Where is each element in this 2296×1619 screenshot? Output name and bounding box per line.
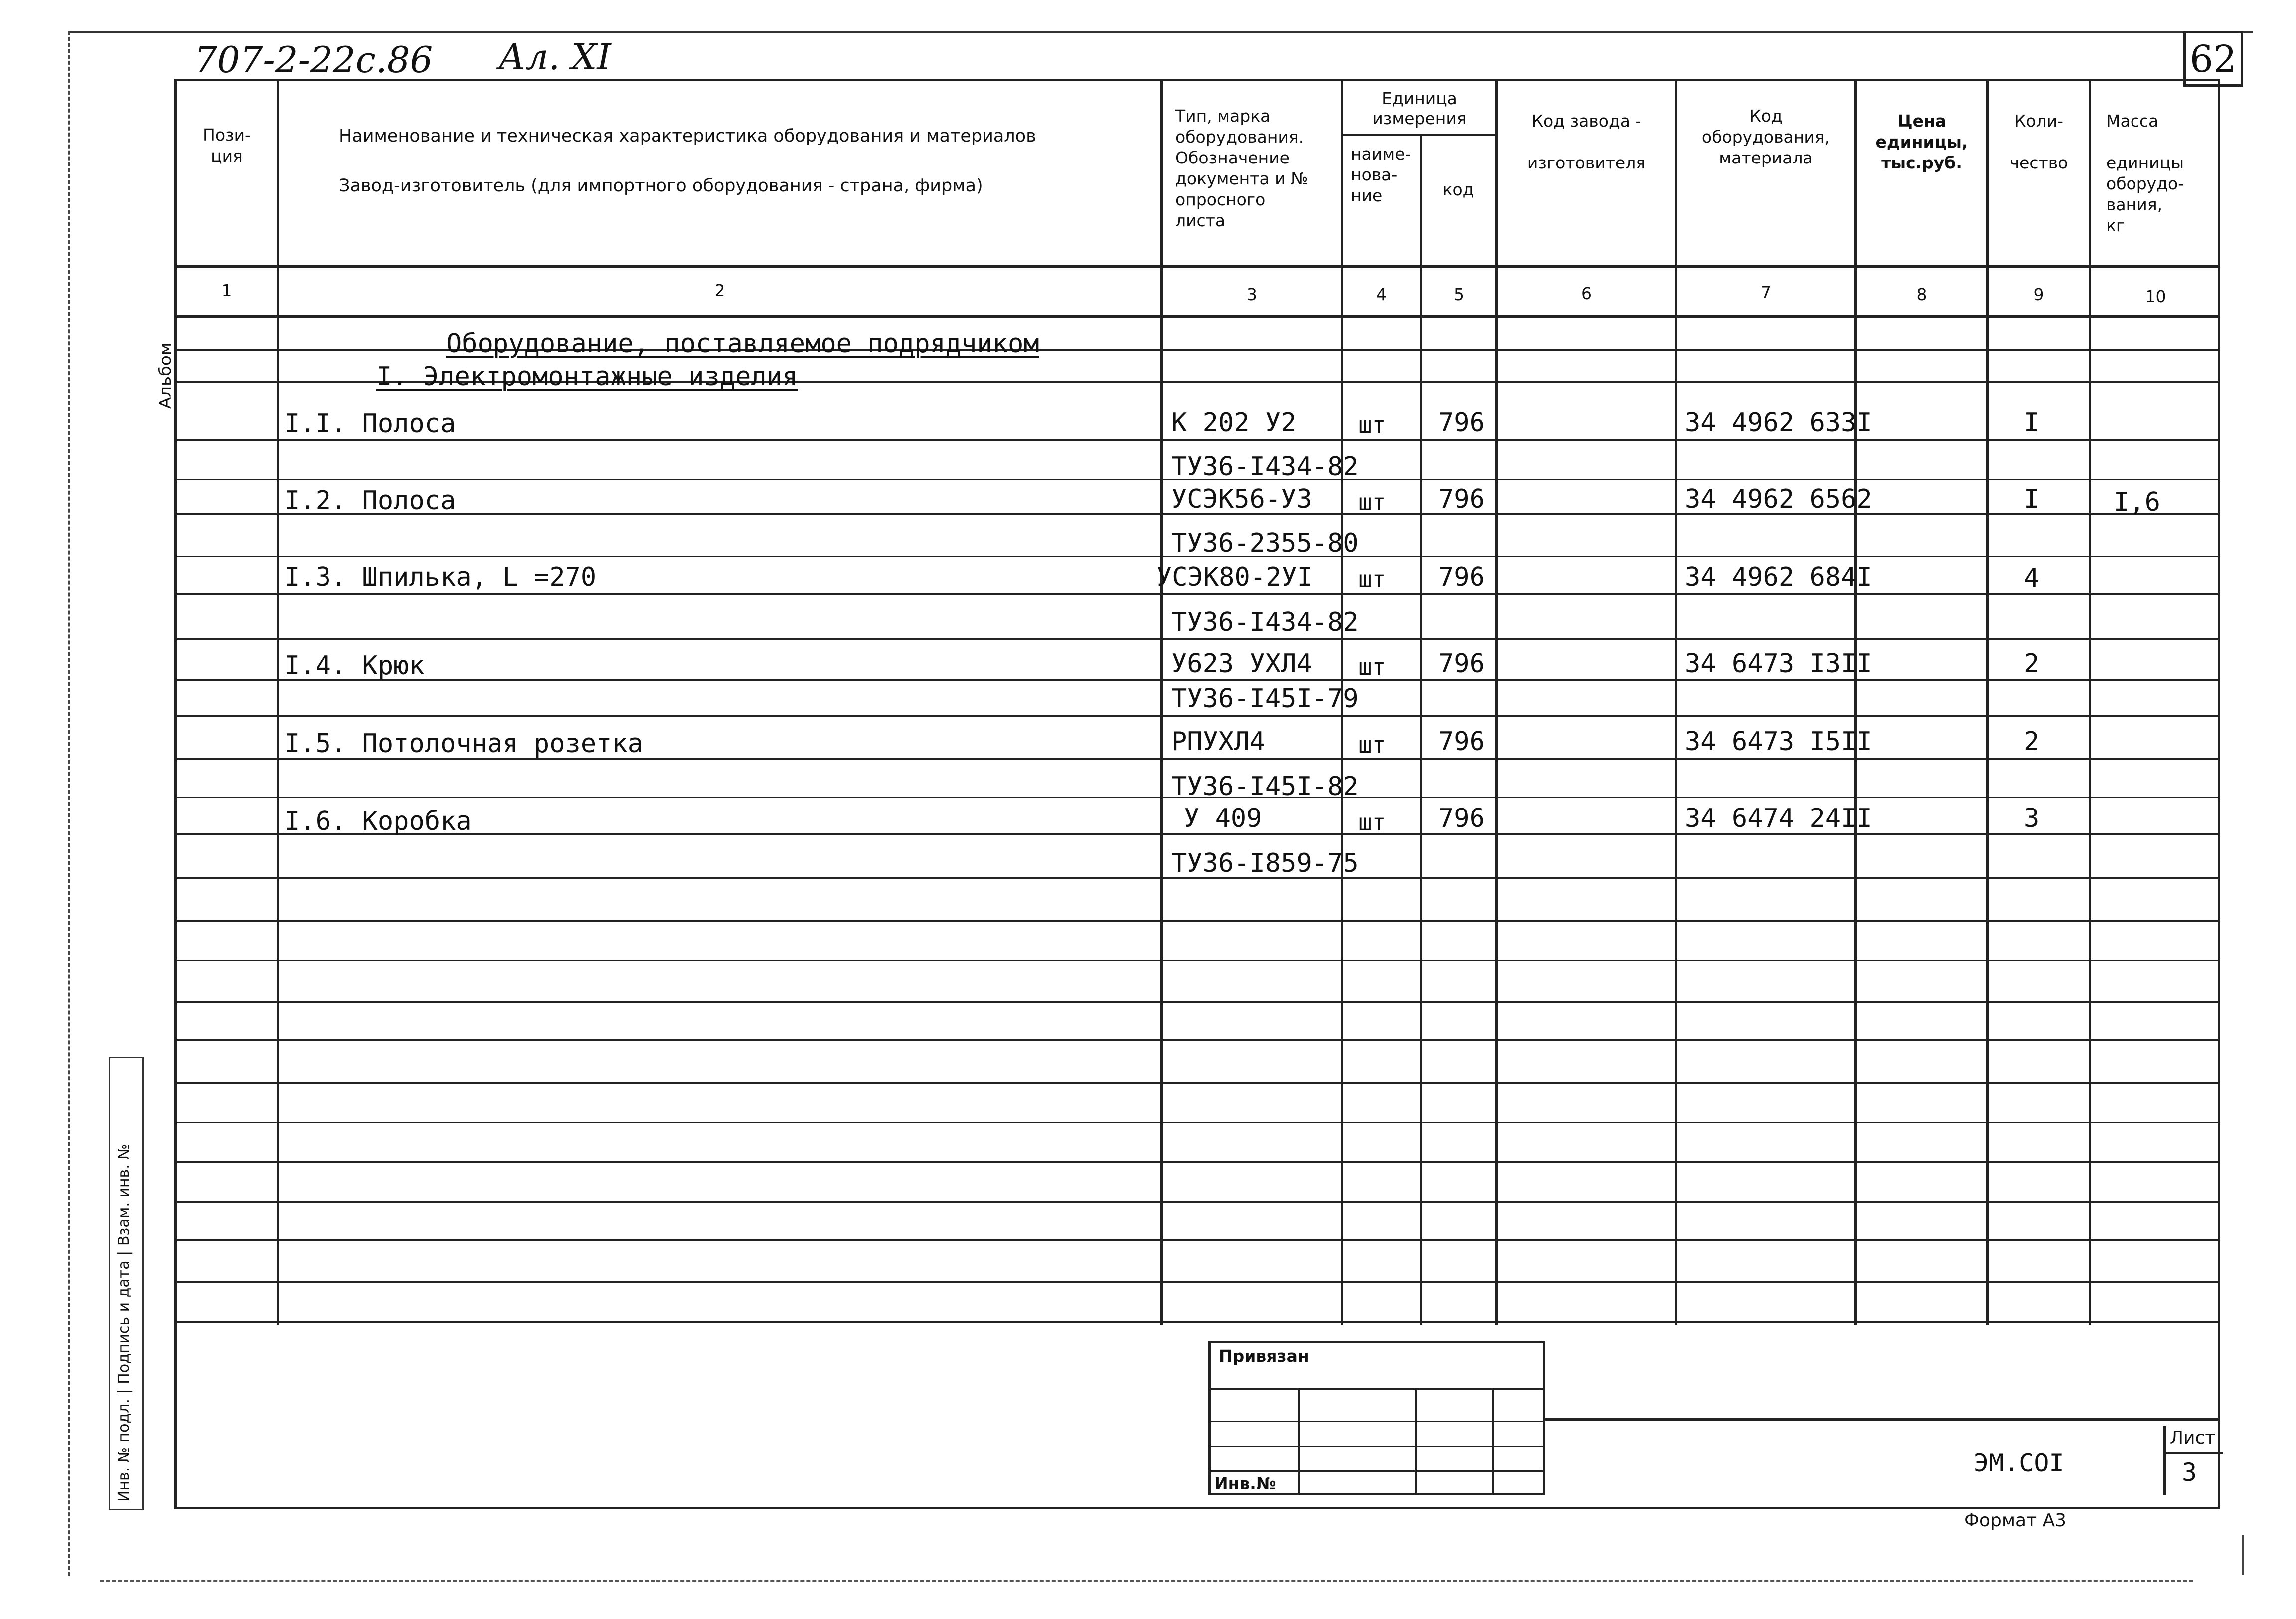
stamp-vline-c [1492, 1388, 1494, 1495]
item-5-qty: 2 [2024, 727, 2040, 757]
item-2-mass: I,6 [2114, 487, 2160, 517]
row-divider [174, 715, 2220, 717]
row-divider [174, 1239, 2220, 1241]
designation-code: 707-2-22с.86 [194, 39, 433, 81]
row-divider [174, 1122, 2220, 1123]
item-4-doc: ТУ36-I45I-79 [1171, 684, 1359, 714]
item-4-code: 34 6473 I3II [1685, 649, 1872, 679]
item-1-unit: шт [1358, 411, 1386, 438]
item-1-qty: I [2024, 408, 2040, 438]
col-header-name-line1: Наименование и техническая характеристика оборудования и материалов [339, 126, 1036, 146]
col-number-7: 7 [1761, 283, 1771, 302]
item-4-unit-code: 796 [1438, 649, 1485, 679]
header-bottom-line [174, 265, 2220, 268]
side-stamp-box [109, 1057, 144, 1510]
col-number-3: 3 [1247, 285, 1257, 304]
col-number-5: 5 [1454, 285, 1464, 304]
row-divider [174, 1161, 2220, 1163]
document-code: ЭМ.COI [1974, 1449, 2064, 1477]
item-4-name: I.4. Крюк [284, 651, 425, 681]
col-header-price: Цена единицы, тыс.руб. [1875, 111, 1968, 172]
row-divider [174, 1082, 2220, 1084]
col-header-quantity: Коли- чество [2009, 111, 2068, 172]
item-3-name: I.3. Шпилька, L =270 [284, 562, 597, 592]
item-3-doc: ТУ36-I434-82 [1171, 607, 1359, 637]
item-6-doc: ТУ36-I859-75 [1171, 848, 1359, 878]
item-5-unit: шт [1358, 731, 1386, 758]
item-6-unit: шт [1358, 809, 1386, 836]
row-divider [174, 1001, 2220, 1003]
page-number: 62 [2189, 38, 2237, 81]
section-title: Оборудование, поставляемое подрядчиком [446, 329, 1039, 359]
row-divider [174, 593, 2220, 595]
subsection-title-text: I. Электромонтажные изделия [376, 362, 798, 392]
item-6-type: У 409 [1184, 804, 1262, 833]
stamp-vline-b [1415, 1388, 1417, 1495]
item-2-name: I.2. Полоса [284, 486, 456, 516]
item-2-unit: шт [1358, 489, 1386, 516]
item-5-name: I.5. Потолочная розетка [284, 729, 644, 759]
row-divider [174, 1281, 2220, 1283]
item-3-code: 34 4962 684I [1685, 562, 1872, 592]
item-2-qty: I [2024, 485, 2040, 514]
column-numbers-bottom-line [174, 315, 2220, 318]
row-divider [174, 638, 2220, 640]
item-1-type: К 202 У2 [1171, 408, 1297, 438]
sheet-border-bottom [100, 1580, 2193, 1582]
col-header-name-line2: Завод-изготовитель (для импортного оборудования - страна, фирма) [339, 176, 983, 196]
unit-group-divider [1341, 134, 1495, 136]
item-1-name: I.I. Полоса [284, 409, 456, 439]
inventory-number-label: Инв.№ [1214, 1474, 1276, 1493]
col-number-8: 8 [1916, 285, 1927, 304]
row-divider [174, 679, 2220, 681]
col-number-2: 2 [714, 281, 725, 300]
col-header-type: Тип, марка оборудования. Обозначение документа и № опросного листа [1175, 106, 1308, 230]
row-divider [174, 1321, 2220, 1323]
col-header-unit-code: код [1442, 180, 1474, 199]
col-header-mass: Масса единицы оборудо- вания, кг [2106, 111, 2184, 235]
sheet-border-top [70, 31, 2253, 33]
item-4-type: У623 УХЛ4 [1171, 649, 1312, 679]
item-1-doc: ТУ36-I434-82 [1171, 452, 1359, 482]
item-2-unit-code: 796 [1438, 485, 1485, 514]
item-5-code: 34 6473 I5II [1685, 727, 1872, 757]
attached-label: Привязан [1219, 1346, 1309, 1366]
col-header-equipment-code: Код оборудования, материала [1701, 106, 1830, 167]
col-number-10: 10 [2145, 287, 2166, 306]
item-2-type: УСЭК56-У3 [1171, 485, 1312, 514]
item-3-type: УСЭК80-2УI [1156, 562, 1313, 592]
stamp-vline-a [1298, 1388, 1300, 1495]
col-header-unit-name: наиме- нова- ние [1351, 144, 1411, 205]
col-line-4 [1420, 135, 1422, 1325]
item-5-type: РПУХЛ4 [1171, 727, 1265, 757]
stamp-line-b [1208, 1421, 1545, 1422]
row-divider [174, 960, 2220, 961]
row-divider [174, 833, 2220, 835]
subsection-title [376, 362, 798, 392]
item-1-code: 34 4962 633I [1685, 408, 1872, 438]
sheet-number-box [2163, 1426, 2220, 1495]
album-side-label: Альбом [156, 342, 175, 409]
sheet-number-divider [2166, 1452, 2223, 1454]
col-header-unit-group: Единица измерения [1372, 89, 1467, 128]
side-stamp-text: Инв. № подл. | Подпись и дата | Взам. инв. № [115, 1144, 133, 1502]
stamp-line-c [1208, 1446, 1545, 1447]
item-4-unit: шт [1358, 653, 1386, 680]
stamp-line-d [1208, 1470, 1545, 1472]
col-number-6: 6 [1581, 284, 1592, 303]
col-header-factory-code: Код завода - изготовителя [1527, 111, 1646, 172]
sheet-number: 3 [2182, 1458, 2197, 1487]
item-5-unit-code: 796 [1438, 727, 1485, 757]
sheet-border-left [68, 31, 70, 1576]
col-header-position: Пози- ция [203, 125, 251, 165]
row-divider [174, 920, 2220, 922]
stamp-line-a [1208, 1388, 1545, 1390]
item-3-unit: шт [1358, 566, 1386, 593]
main-stamp-top-line [1545, 1418, 2220, 1421]
item-5-doc: ТУ36-I45I-82 [1171, 772, 1359, 802]
sheet-label: Лист [2170, 1428, 2216, 1448]
item-4-qty: 2 [2024, 649, 2040, 679]
album-number: Ал. XI [498, 36, 611, 78]
item-3-qty: 4 [2024, 563, 2040, 593]
row-divider [174, 439, 2220, 441]
item-2-code: 34 4962 6562 [1685, 485, 1872, 514]
col-number-9: 9 [2033, 285, 2044, 304]
row-divider [174, 1201, 2220, 1203]
item-6-code: 34 6474 24II [1685, 804, 1872, 833]
item-6-qty: 3 [2024, 804, 2040, 833]
sheet-border-right [2242, 1535, 2244, 1575]
item-1-unit-code: 796 [1438, 408, 1485, 438]
col-number-1: 1 [221, 281, 232, 300]
row-divider [174, 1039, 2220, 1041]
format-label: Формат А3 [1964, 1510, 2067, 1531]
item-2-doc: ТУ36-2355-80 [1171, 528, 1359, 558]
col-number-4: 4 [1376, 285, 1387, 304]
item-3-unit-code: 796 [1438, 562, 1485, 592]
item-6-name: I.6. Коробка [284, 807, 472, 836]
item-6-unit-code: 796 [1438, 804, 1485, 833]
